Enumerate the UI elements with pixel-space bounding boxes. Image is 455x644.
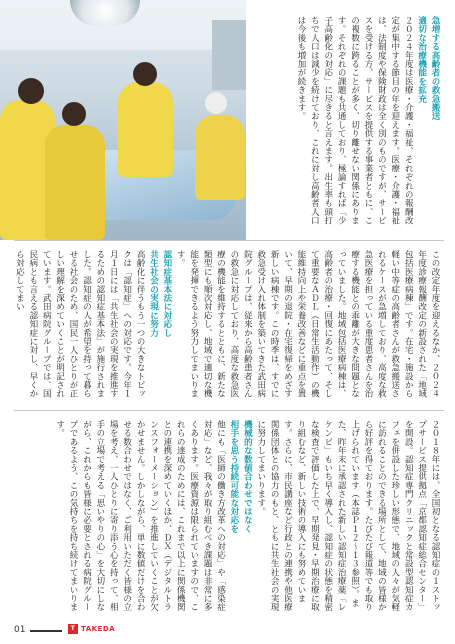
divider-1 [14, 240, 444, 241]
section3-body-1: ２０１８年には、全国初となる認知症の１ストップサービス提供拠点「京都認知症総合センター」を開設。認知症専門クリニックと常設型認知症カフェを併設した珍しい形態で、地域の人々が気軽に訪れることのできる場所として、地域の皆様から好評を得ております。たびたび報道等でも取り上げられています（本誌Ｐ１２〜１３参照）。また、昨年末に承認された新しい認知症治療薬「レケンビ」もいち早く導入し、認知症の状態を精密な検査で評価した上で、早期発見・早期治療に取り組むなど、新しい技術の導入にも努めています。さらに、市民講座など行政との連携や他医療関係団体との協力のもと、ともに共生社会の実現に努力してまいります。 [255, 420, 440, 612]
section1-body: ２０２４年度は医療・介護・福祉、それぞれの報酬改定が集中する節目の年を迎えます。医療・介護・福祉は、法制度や保険財政は全く別のものですが、サービスを受ける方、サービスを提供する事業者ともに、この複数に跨ることが多く、切り離せない関係にあります。それぞれの課題も共通しており、極論すれば「少子高齢化の対応」に尽きると言えます。出生率も頭打ちで人口は減少を続けており、これに対し高齢者人口は今後も増加が続きます。 [295, 16, 414, 225]
logo-mark-icon: T [68, 624, 78, 634]
section2-body-1: この改定年度を迎えるなか、２０２４年度診療報酬改定の新設された「地域包括医療病棟」です。在宅・施設から軽い中等症の高齢者さんが救急搬送されるケースが急増しており、高度な救急医療を担っている重度患者さんを治療する機能との乖離が大きな問題となっていました。地域包括医療病棟は、高齢者の治療・回復にあたって、そして重要なＡＤＬ（日常生活動作）の機能維持向上や栄養改善などに重点を置いて、早期の退院・在宅復帰をめざす新しい病棟です。この時季は、すでに救急受け入れ体制を築いてきた武田病院グループは、従来から高齢患者さんの救急に対応しており、高度な救急医療の機能を維持するとともに、新たな類型にも順次対応し、地域で適切な機能を発揮できるよう努力してまいります。 [175, 250, 440, 398]
section2-column [11, 250, 441, 398]
section3-column [11, 420, 441, 615]
section1-heading-2: 適切な治療機能を拡充 [416, 16, 427, 103]
divider-2 [14, 410, 444, 411]
takeda-logo [68, 624, 115, 634]
section3-body-2: 他にも「医師の働き方改革への対応」や「感染症対応」など、我々が取り組むべき課題は非常に多くあります。医療資源は限られていますので、これらの達成のためには、これまで以上に関係機関との連携を深めていくほか、ＤＸ（デジタルトランスフォーメーション）を推進していくことが欠かせません。しかしながら、単に数値だけを合わせる数合わせではなく、ご利用いただく皆様の立場を考え、一人ひとりに寄り添う心を持って、相手の立場で考える「思いやりの心」を大切にしながら、これからも皆様に必要とされる病院グループであるよう、この気持ちを持ち続けてまいります。 [54, 420, 226, 612]
hero-photo [0, 0, 246, 240]
footer-rule [30, 630, 62, 632]
section1-column [253, 16, 441, 228]
page-footer [0, 621, 455, 644]
section2-body-2: 高齢化に伴うもう一つの大きなトピックは「認知症」への対応です。今年１月１日には「共生社会の実現を推進するための認知症基本法」が施行されました。認知症の人が希望を持って暮らせる社会のため、国民一人ひとりが正しい理解を深めていくことが明記されています。武田病院グループでは、国民病とも言える認知症に対し、早くから対応してまい [14, 250, 146, 398]
page-number: 01 [14, 625, 26, 635]
section2-heading-2: 共生社会の実現に努力 [148, 250, 159, 337]
logo-text: TAKEDA [81, 625, 116, 633]
section3-heading-2: 相手を思う持続可能な対応を [228, 420, 239, 534]
section3-heading-1: 機械的な数値合わせではなく [242, 420, 253, 534]
section2-heading-1: 認知症基本法に対応し [161, 250, 172, 337]
section1-heading-1: 急増する高齢者の救急搬送 [430, 16, 440, 121]
